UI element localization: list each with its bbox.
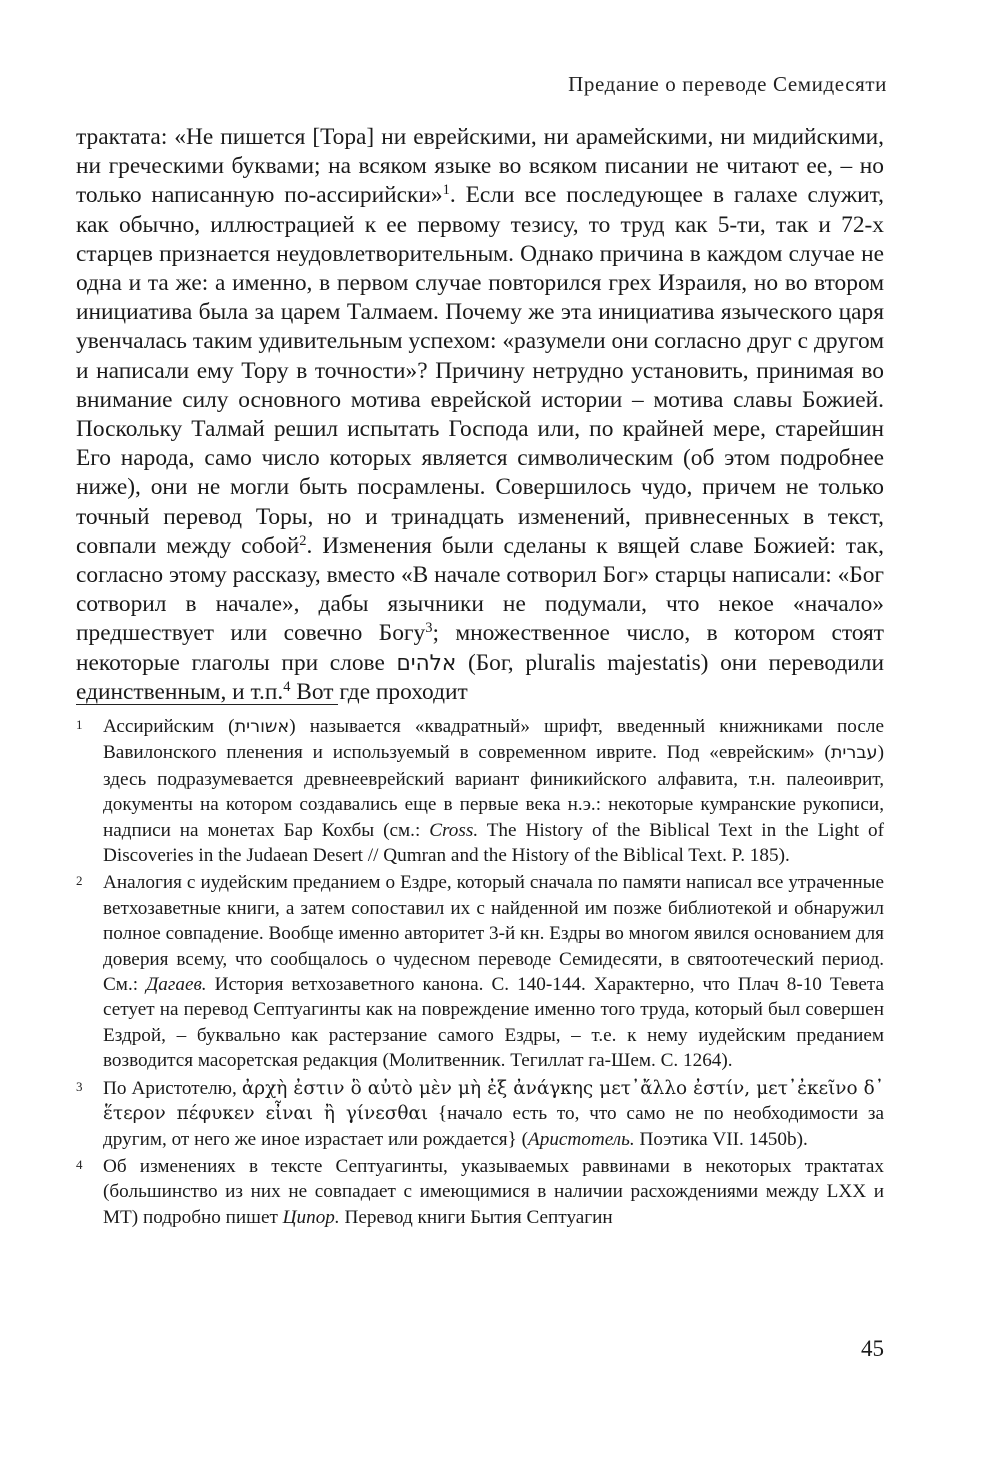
footnote-number: 3 (76, 1078, 83, 1094)
running-head: Предание о переводе Семидесяти (568, 72, 887, 96)
footnote-segment: Об изменениях в тексте Септуагинты, указываемых раввинами в некоторых трактатах (большинство из них не совпадает с имеющимися в наличии расхождениями между LXX и МТ) подробно пишет (103, 1155, 884, 1228)
footnote-4 (76, 1154, 884, 1230)
cited-author: Cross. (429, 819, 479, 841)
page-number: 45 (861, 1336, 884, 1361)
footnote-1 (76, 714, 884, 868)
footnote-marker: 4 (283, 678, 291, 695)
main-text-segment: . Если все последующее в галахе служит, как обычно, иллюстрацией к ее первому тезису, то труд как 5-ти, так и 72-х старцев признается неудовлетворительным. Однако причина в каждом случае не одна и та же: а именно, в первом случае повторился грех Израиля, но во втором инициатива была за царем Талмаем. Почему же эта инициатива языческого царя увенчалась таким удивительным успехом: «разумели они согласно друг с другом и написали ему Тору в точности»? Причину нетрудно установить, принимая во внимание силу основного мотива еврейской истории – мотива славы Божией. Поскольку Талмай решил испытать Господа или, по крайней мере, старейшин Его народа, само число которых является символическим (об этом подробнее ниже), они не могли быть посрамлены. Совершилось чудо, причем не только точный перевод Торы, но и тринадцать изменений, привнесенных в текст, совпали между собой (76, 182, 884, 559)
cited-author: Дагаев. (146, 974, 207, 996)
footnote-segment: ) называется «квадратный» шрифт, введенный книжниками после Вавилонского пленения и используемый в современном иврите. Под «еврейским» ( (103, 716, 884, 764)
cited-author: Аристотель. (528, 1128, 635, 1150)
footnote-number: 2 (76, 873, 83, 889)
footnote-segment: По Аристотелю, (103, 1077, 242, 1099)
footnote-2 (76, 870, 884, 1073)
footnote-segment: {начало есть то, что само не по необходимости за другим, от него же иное израстает или рождается} ( (103, 1103, 885, 1150)
footnote-number: 1 (76, 717, 83, 732)
footnote-separator (76, 704, 338, 705)
footnote-text (103, 1154, 884, 1230)
footnotes (76, 714, 884, 1232)
cited-author: Ципор. (282, 1206, 340, 1228)
footnote-segment: Поэтика VII. 1450b). (634, 1128, 808, 1150)
greek-quote: ἀρχὴ ἐστιν ὃ αὐτὸ μὲν μὴ ἐξ ἀνάγκης μετ᾽ἄλλο ἐστίν, μετ᾽ἐκεῖνο δ᾽ ἕτερον πέφυκεν εἶναι ἢ γίνεσθαι (103, 1077, 884, 1125)
footnote-marker: 3 (425, 620, 433, 637)
footnote-segment: ) здесь подразумевается древнееврейский вариант финикийского алфавита, т.н. палеоиврит, документы на котором создавались еще в первые века н.э.: некоторые кумранские рукописи, надписи на монетах Бар Кохбы (см.: (103, 742, 884, 841)
footnote-text (103, 1076, 884, 1152)
footnote-segment: История ветхозаветного канона. С. 140-144. Характерно, что Плач 8-10 Тевета сетует на перевод Септуагинты как на повреждение именно того труда, который был совершен Ездрой, – буквально как растерзание самого Ездры, – т.е. к нему иудейским преданием возводится масоретская редакция (Молитвенник. Тегиллат га-Шем. С. 1264). (103, 974, 885, 1072)
main-text-segment: трактата: «Не пишется [Тора] ни еврейскими, ни арамейскими, ни мидийскими, ни греческими буквами; на всяком языке во всяком писании не читают ее, – но только написанную по-ассирийски» (76, 124, 884, 209)
hebrew-word: אשורית (234, 717, 290, 737)
footnote-number: 4 (76, 1156, 83, 1172)
footnote-segment: Аналогия с иудейским преданием о Ездре, который сначала по памяти написал все утраченные ветхозаветные книги, а затем сопоставил их с найденной им позже библиотекой и обнаружил полное совпадение. Вообще именно авторитет 3-й кн. Ездры во многом явился основанием для доверия всему, что сообщалось о чудесном переводе Семидесяти, в святоотеческий период. См.: (103, 872, 884, 996)
main-paragraph (76, 123, 884, 707)
main-text-segment: (Бог, pluralis majestatis) они переводили единственным, и т.п. (76, 649, 884, 705)
footnote-segment: The History of the Biblical Text in the Light of Discoveries in the Judaean Desert // Qumran and the History of the Biblical Text. P. 185). (103, 819, 884, 867)
main-text (76, 123, 884, 707)
footnote-3 (76, 1076, 884, 1152)
footnote-marker: 2 (299, 532, 307, 549)
footnote-marker: 1 (442, 182, 450, 199)
footnote-text (103, 870, 884, 1073)
main-text-segment: Вот где проходит (290, 678, 468, 705)
main-text-segment: . Изменения были сделаны к вящей славе Божией: так, согласно этому рассказу, вместо «В начале сотворил Бог» старцы написали: «Бог сотворил в начале», дабы язычники не подумали, что некое «начало» предшествует или совечно Богу (76, 532, 884, 647)
hebrew-word: אלהים (396, 650, 457, 676)
footnote-segment: Ассирийским ( (103, 716, 235, 737)
footnote-segment: Перевод книги Бытия Септуагин (339, 1206, 613, 1228)
footnote-text (103, 714, 884, 868)
main-text-segment: ; множественное число, в котором стоят некоторые глаголы при слове (76, 620, 884, 676)
hebrew-word: עברית (830, 743, 878, 764)
